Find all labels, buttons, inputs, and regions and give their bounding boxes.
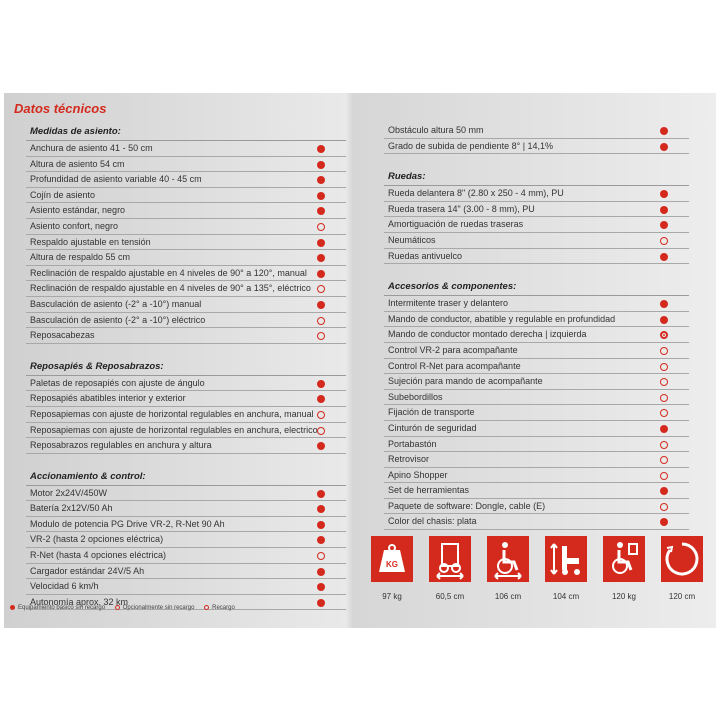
spec-row bbox=[384, 405, 689, 421]
spec-row bbox=[26, 157, 346, 173]
spec-label: Modulo de potencia PG Drive VR-2, R-Net 90 Ah bbox=[30, 518, 225, 529]
section-gap bbox=[26, 344, 346, 358]
spec-label: Mando de conductor montado derecha | izquierda bbox=[388, 329, 587, 340]
spec-label: Reposacabezas bbox=[30, 330, 95, 341]
spec-label: Neumáticos bbox=[388, 234, 436, 245]
spec-row bbox=[26, 548, 346, 564]
hollow-dot-icon bbox=[204, 605, 209, 610]
filled-dot-icon bbox=[317, 599, 325, 607]
filled-dot-icon bbox=[317, 301, 325, 309]
spec-row bbox=[26, 141, 346, 157]
spec-row bbox=[384, 390, 689, 406]
filled-dot-icon bbox=[317, 161, 325, 169]
spec-row bbox=[384, 312, 689, 328]
section-heading: Medidas de asiento: bbox=[26, 123, 346, 141]
filled-dot-icon bbox=[317, 536, 325, 544]
spec-section bbox=[26, 123, 346, 344]
ring-dot-icon bbox=[660, 331, 668, 339]
spec-section bbox=[384, 168, 689, 264]
spec-row bbox=[26, 328, 346, 344]
filled-dot-icon bbox=[317, 505, 325, 513]
spec-label: Reclinación de respaldo ajustable en 4 niveles de 90° a 135°, eléctrico bbox=[30, 283, 311, 294]
spec-label: Obstáculo altura 50 mm bbox=[388, 125, 484, 135]
spec-row bbox=[384, 514, 689, 530]
spec-label: Retrovisor bbox=[388, 454, 430, 465]
section-heading: Accesorios & componentes: bbox=[384, 278, 689, 296]
hollow-dot-icon bbox=[317, 427, 325, 435]
spec-row bbox=[384, 483, 689, 499]
spec-row bbox=[384, 343, 689, 359]
legend-standard: Equipamiento básico sin recargo bbox=[10, 605, 105, 611]
section-heading: Ruedas: bbox=[384, 168, 689, 186]
spec-label: Reposapiemas con ajuste de horizontal regulables en anchura, electrico bbox=[30, 424, 318, 435]
spec-row bbox=[26, 486, 346, 502]
spec-row bbox=[384, 499, 689, 515]
filled-dot-icon bbox=[317, 207, 325, 215]
spec-row bbox=[384, 186, 689, 202]
turning-circle-icon bbox=[661, 536, 703, 582]
spec-label: Cinturón de seguridad bbox=[388, 422, 477, 433]
spec-row bbox=[384, 468, 689, 484]
spec-label: Cojín de asiento bbox=[30, 189, 96, 200]
spec-row bbox=[26, 517, 346, 533]
hollow-dot-icon bbox=[660, 441, 668, 449]
spec-label: Paquete de software: Dongle, cable (E) bbox=[388, 500, 546, 511]
hollow-dot-icon bbox=[317, 411, 325, 419]
spec-label: Portabastón bbox=[388, 438, 437, 449]
max-load-icon bbox=[603, 536, 645, 582]
spec-label: Altura de respaldo 55 cm bbox=[30, 252, 131, 263]
filled-dot-icon bbox=[660, 206, 668, 214]
spec-label: Motor 2x24V/450W bbox=[30, 487, 108, 498]
spec-label: Control R-Net para acompañante bbox=[388, 360, 521, 371]
spec-row bbox=[384, 421, 689, 437]
filled-dot-icon bbox=[10, 605, 15, 610]
hollow-dot-icon bbox=[660, 347, 668, 355]
spec-label: Reclinación de respaldo ajustable en 4 niveles de 90° a 120°, manual bbox=[30, 267, 307, 278]
spec-row bbox=[26, 391, 346, 407]
spec-label: Cargador estándar 24V/5 Ah bbox=[30, 565, 145, 576]
height-icon bbox=[545, 536, 587, 582]
section-heading: Reposapiés & Reposabrazos: bbox=[26, 358, 346, 376]
spec-row bbox=[26, 219, 346, 235]
section-gap bbox=[384, 154, 689, 168]
spec-row bbox=[384, 327, 689, 343]
spec-row bbox=[384, 217, 689, 233]
filled-dot-icon bbox=[317, 442, 325, 450]
filled-dot-icon bbox=[317, 568, 325, 576]
spec-label: Asiento confort, negro bbox=[30, 220, 119, 231]
spec-label: Reposapiemas con ajuste de horizontal regulables en anchura, manual bbox=[30, 408, 314, 419]
spec-label: Anchura de asiento 41 - 50 cm bbox=[30, 143, 153, 153]
spec-icon-label: 106 cm bbox=[494, 592, 522, 601]
right-column bbox=[384, 123, 689, 530]
hollow-dot-icon bbox=[660, 378, 668, 386]
spec-row bbox=[384, 437, 689, 453]
spec-icon-label: 120 cm bbox=[668, 592, 696, 601]
spec-row bbox=[384, 202, 689, 218]
hollow-dot-icon bbox=[660, 409, 668, 417]
spec-row bbox=[26, 423, 346, 439]
spec-row bbox=[26, 501, 346, 517]
spec-label: Grado de subida de pendiente 8° | 14,1% bbox=[388, 140, 554, 151]
spec-row bbox=[26, 297, 346, 313]
spec-section bbox=[384, 278, 689, 530]
spec-label: Intermitente traser y delantero bbox=[388, 298, 509, 309]
weight-icon bbox=[371, 536, 413, 582]
spec-icon-label: 60,5 cm bbox=[435, 592, 465, 601]
spec-section bbox=[26, 468, 346, 611]
spec-label: Set de herramientas bbox=[388, 485, 470, 496]
spec-row bbox=[384, 296, 689, 312]
spec-row bbox=[26, 532, 346, 548]
hollow-dot-icon bbox=[317, 552, 325, 560]
spec-label: Velocidad 6 km/h bbox=[30, 581, 99, 592]
spec-row bbox=[26, 438, 346, 454]
filled-dot-icon bbox=[660, 425, 668, 433]
spec-row bbox=[26, 313, 346, 329]
filled-dot-icon bbox=[317, 254, 325, 262]
filled-dot-icon bbox=[660, 190, 668, 198]
spec-section bbox=[26, 358, 346, 454]
filled-dot-icon bbox=[317, 380, 325, 388]
spec-icon-label: 97 kg bbox=[382, 592, 402, 601]
hollow-dot-icon bbox=[317, 317, 325, 325]
spec-label: Sujeción para mando de acompañante bbox=[388, 376, 543, 387]
legend-optional: Opcionalmente sin recargo bbox=[115, 605, 195, 611]
spec-row bbox=[26, 250, 346, 266]
spec-row bbox=[384, 233, 689, 249]
filled-dot-icon bbox=[317, 239, 325, 247]
spec-row bbox=[26, 407, 346, 423]
spec-row bbox=[384, 359, 689, 375]
spec-label: R-Net (hasta 4 opciones eléctrica) bbox=[30, 550, 167, 561]
filled-dot-icon bbox=[660, 127, 668, 135]
spec-row bbox=[26, 281, 346, 297]
spec-label: Asiento estándar, negro bbox=[30, 205, 126, 216]
section-gap bbox=[384, 264, 689, 278]
spec-label: Subebordillos bbox=[388, 391, 443, 402]
hollow-dot-icon bbox=[660, 237, 668, 245]
filled-dot-icon bbox=[317, 395, 325, 403]
spec-icon-label: 104 cm bbox=[552, 592, 580, 601]
spec-row bbox=[26, 266, 346, 282]
spec-label: Ruedas antivuelco bbox=[388, 250, 463, 261]
legend-surcharge: Recargo bbox=[204, 605, 235, 611]
filled-dot-icon bbox=[660, 143, 668, 151]
filled-dot-icon bbox=[317, 192, 325, 200]
spec-row bbox=[384, 123, 689, 139]
spec-row bbox=[26, 172, 346, 188]
spec-row bbox=[26, 579, 346, 595]
spec-label: Batería 2x12V/50 Ah bbox=[30, 503, 113, 514]
hollow-dot-icon bbox=[317, 223, 325, 231]
ring-dot-icon bbox=[115, 605, 120, 610]
length-icon bbox=[487, 536, 529, 582]
spec-label: Control VR-2 para acompañante bbox=[388, 344, 518, 355]
weight-text: KG bbox=[386, 560, 398, 569]
page-title: Datos técnicos bbox=[14, 101, 107, 116]
spec-row bbox=[384, 139, 689, 155]
spec-label: Respaldo ajustable en tensión bbox=[30, 236, 151, 247]
spec-section bbox=[384, 123, 689, 154]
filled-dot-icon bbox=[660, 487, 668, 495]
spec-label: Reposapiés abatibles interior y exterior bbox=[30, 393, 186, 404]
spec-label: Mando de conductor, abatible y regulable en profundidad bbox=[388, 313, 616, 324]
section-gap bbox=[26, 454, 346, 468]
spec-row bbox=[26, 203, 346, 219]
legend bbox=[10, 605, 243, 611]
hollow-dot-icon bbox=[660, 394, 668, 402]
spec-label: Autonomía aprox. 32 km bbox=[30, 596, 129, 607]
spec-row bbox=[26, 376, 346, 392]
spec-row bbox=[384, 249, 689, 265]
filled-dot-icon bbox=[660, 253, 668, 261]
filled-dot-icon bbox=[660, 518, 668, 526]
spec-label: Basculación de asiento (-2° a -10°) manual bbox=[30, 298, 202, 309]
hollow-dot-icon bbox=[317, 285, 325, 293]
spec-label: Apino Shopper bbox=[388, 469, 448, 480]
filled-dot-icon bbox=[660, 316, 668, 324]
section-heading: Accionamiento & control: bbox=[26, 468, 346, 486]
width-icon bbox=[429, 536, 471, 582]
filled-dot-icon bbox=[660, 221, 668, 229]
spec-label: Amortiguación de ruedas traseras bbox=[388, 219, 524, 230]
filled-dot-icon bbox=[660, 300, 668, 308]
spec-icon-label: 120 kg bbox=[611, 592, 637, 601]
filled-dot-icon bbox=[317, 270, 325, 278]
hollow-dot-icon bbox=[660, 363, 668, 371]
hollow-dot-icon bbox=[660, 503, 668, 511]
spec-row bbox=[26, 235, 346, 251]
datasheet-panel bbox=[4, 93, 716, 628]
spec-label: Reposabrazos regulables en anchura y altura bbox=[30, 440, 212, 451]
spec-label: Fijación de transporte bbox=[388, 407, 475, 418]
spec-label: VR-2 (hasta 2 opciones eléctrica) bbox=[30, 534, 164, 545]
spec-label: Basculación de asiento (-2° a -10°) eléctrico bbox=[30, 314, 206, 325]
spec-row bbox=[384, 374, 689, 390]
hollow-dot-icon bbox=[660, 472, 668, 480]
hollow-dot-icon bbox=[317, 332, 325, 340]
spec-label: Rueda delantera 8" (2.80 x 250 - 4 mm), PU bbox=[388, 188, 564, 199]
spec-row bbox=[26, 188, 346, 204]
filled-dot-icon bbox=[317, 490, 325, 498]
spec-label: Paletas de reposapiés con ajuste de ángulo bbox=[30, 377, 205, 388]
spec-label: Rueda trasera 14" (3.00 - 8 mm), PU bbox=[388, 203, 535, 214]
filled-dot-icon bbox=[317, 145, 325, 153]
spec-label: Profundidad de asiento variable 40 - 45 cm bbox=[30, 174, 202, 185]
spec-label: Color del chasis: plata bbox=[388, 516, 477, 527]
spec-row bbox=[26, 564, 346, 580]
hollow-dot-icon bbox=[660, 456, 668, 464]
filled-dot-icon bbox=[317, 521, 325, 529]
spec-label: Altura de asiento 54 cm bbox=[30, 158, 125, 169]
left-column bbox=[26, 123, 346, 610]
spec-row bbox=[384, 452, 689, 468]
filled-dot-icon bbox=[317, 583, 325, 591]
filled-dot-icon bbox=[317, 176, 325, 184]
